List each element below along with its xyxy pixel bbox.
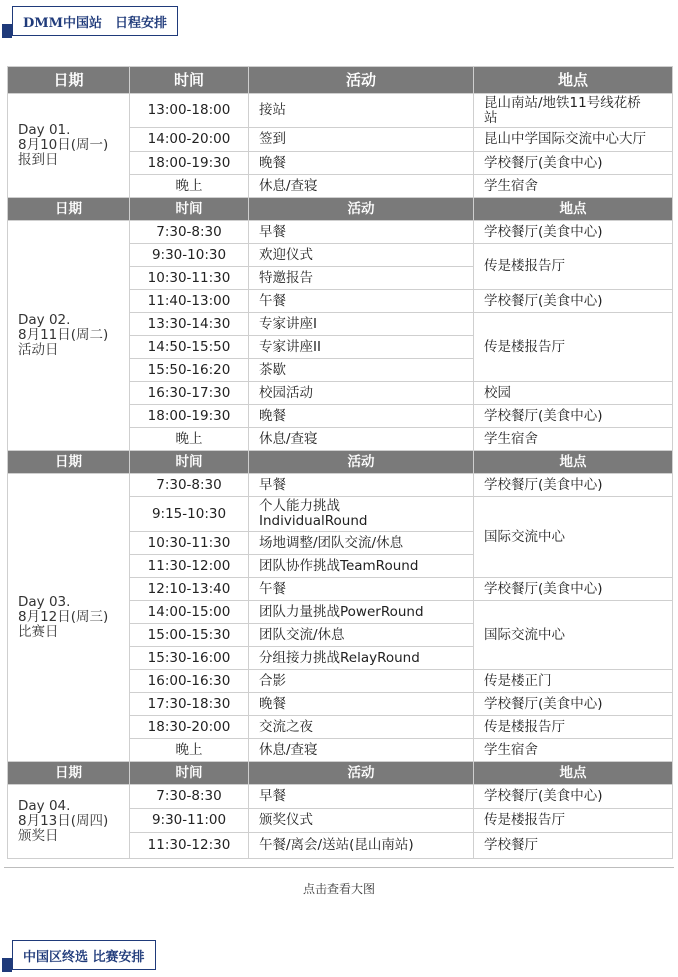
activity-cell: 休息/查寝 — [249, 428, 474, 451]
time-cell: 晚上 — [130, 428, 249, 451]
column-header: 活动 — [249, 451, 474, 474]
column-header: 地点 — [474, 67, 673, 94]
location-cell: 国际交流中心 — [474, 497, 673, 578]
activity-cell: 午餐 — [249, 290, 474, 313]
location-cell: 学生宿舍 — [474, 739, 673, 762]
time-cell: 17:30-18:30 — [130, 693, 249, 716]
location-cell: 学生宿舍 — [474, 175, 673, 198]
column-header: 日期 — [8, 67, 130, 94]
section-marker — [2, 24, 12, 38]
activity-cell: 早餐 — [249, 474, 474, 497]
column-header: 地点 — [474, 198, 673, 221]
column-header: 日期 — [8, 451, 130, 474]
section-marker — [2, 958, 12, 972]
activity-cell: 团队力量挑战PowerRound — [249, 601, 474, 624]
location-cell: 传是楼报告厅 — [474, 809, 673, 833]
activity-cell: 团队协作挑战TeamRound — [249, 555, 474, 578]
activity-cell: 分组接力挑战RelayRound — [249, 647, 474, 670]
activity-cell: 团队交流/休息 — [249, 624, 474, 647]
location-cell: 学校餐厅(美食中心) — [474, 405, 673, 428]
day-cell: Day 03. 8月12日(周三) 比赛日 — [8, 474, 130, 762]
time-cell: 10:30-11:30 — [130, 267, 249, 290]
time-cell: 15:50-16:20 — [130, 359, 249, 382]
activity-cell: 交流之夜 — [249, 716, 474, 739]
time-cell: 14:00-20:00 — [130, 128, 249, 152]
location-cell: 昆山南站/地铁11号线花桥站 — [474, 94, 673, 128]
time-cell: 15:00-15:30 — [130, 624, 249, 647]
day-cell: Day 04. 8月13日(周四) 颁奖日 — [8, 785, 130, 859]
activity-cell: 午餐 — [249, 578, 474, 601]
time-cell: 13:30-14:30 — [130, 313, 249, 336]
location-cell: 学校餐厅(美食中心) — [474, 578, 673, 601]
location-cell: 学校餐厅(美食中心) — [474, 152, 673, 175]
activity-cell: 场地调整/团队交流/休息 — [249, 532, 474, 555]
location-cell: 学校餐厅(美食中心) — [474, 785, 673, 809]
time-cell: 9:30-10:30 — [130, 244, 249, 267]
day-cell: Day 01. 8月10日(周一) 报到日 — [8, 94, 130, 198]
column-header: 地点 — [474, 762, 673, 785]
location-cell: 学校餐厅(美食中心) — [474, 221, 673, 244]
activity-cell: 颁奖仪式 — [249, 809, 474, 833]
activity-cell: 个人能力挑战 IndividualRound — [249, 497, 474, 532]
location-cell: 传是楼报告厅 — [474, 244, 673, 290]
table-row — [8, 94, 673, 128]
section-title-schedule: DMM中国站 日程安排 — [12, 6, 178, 36]
activity-cell: 休息/查寝 — [249, 739, 474, 762]
day-cell: Day 02. 8月11日(周二) 活动日 — [8, 221, 130, 451]
activity-cell: 晚餐 — [249, 693, 474, 716]
activity-cell: 早餐 — [249, 221, 474, 244]
column-header: 时间 — [130, 762, 249, 785]
activity-cell: 茶歇 — [249, 359, 474, 382]
time-cell: 7:30-8:30 — [130, 785, 249, 809]
location-cell: 昆山中学国际交流中心大厅 — [474, 128, 673, 152]
view-large-image-link[interactable]: 点击查看大图 — [302, 882, 375, 896]
column-header: 时间 — [130, 198, 249, 221]
activity-cell: 校园活动 — [249, 382, 474, 405]
column-header: 时间 — [130, 67, 249, 94]
activity-cell: 晚餐 — [249, 405, 474, 428]
column-header: 活动 — [249, 67, 474, 94]
time-cell: 11:40-13:00 — [130, 290, 249, 313]
time-cell: 9:30-11:00 — [130, 809, 249, 833]
table-header-row — [8, 451, 673, 474]
time-cell: 13:00-18:00 — [130, 94, 249, 128]
location-cell: 传是楼正门 — [474, 670, 673, 693]
location-cell: 校园 — [474, 382, 673, 405]
time-cell: 14:50-15:50 — [130, 336, 249, 359]
time-cell: 晚上 — [130, 739, 249, 762]
column-header: 日期 — [8, 198, 130, 221]
time-cell: 7:30-8:30 — [130, 474, 249, 497]
activity-cell: 专家讲座I — [249, 313, 474, 336]
table-header-row — [8, 67, 673, 94]
location-cell: 学校餐厅(美食中心) — [474, 693, 673, 716]
location-cell: 学校餐厅(美食中心) — [474, 474, 673, 497]
activity-cell: 接站 — [249, 94, 474, 128]
time-cell: 12:10-13:40 — [130, 578, 249, 601]
table-header-row — [8, 198, 673, 221]
time-cell: 11:30-12:30 — [130, 833, 249, 859]
column-header: 活动 — [249, 198, 474, 221]
time-cell: 18:30-20:00 — [130, 716, 249, 739]
activity-cell: 早餐 — [249, 785, 474, 809]
activity-cell: 专家讲座II — [249, 336, 474, 359]
time-cell: 16:30-17:30 — [130, 382, 249, 405]
activity-cell: 午餐/离会/送站(昆山南站) — [249, 833, 474, 859]
location-cell: 国际交流中心 — [474, 601, 673, 670]
column-header: 地点 — [474, 451, 673, 474]
table-row — [8, 474, 673, 497]
activity-cell: 欢迎仪式 — [249, 244, 474, 267]
time-cell: 晚上 — [130, 175, 249, 198]
schedule-table — [7, 66, 673, 859]
activity-cell: 特邀报告 — [249, 267, 474, 290]
time-cell: 18:00-19:30 — [130, 152, 249, 175]
time-cell: 14:00-15:00 — [130, 601, 249, 624]
section-title-competition: 中国区终选 比赛安排 — [12, 940, 156, 970]
location-cell: 传是楼报告厅 — [474, 313, 673, 382]
activity-cell: 晚餐 — [249, 152, 474, 175]
column-header: 活动 — [249, 762, 474, 785]
column-header: 日期 — [8, 762, 130, 785]
activity-cell: 休息/查寝 — [249, 175, 474, 198]
table-header-row — [8, 762, 673, 785]
time-cell: 9:15-10:30 — [130, 497, 249, 532]
time-cell: 10:30-11:30 — [130, 532, 249, 555]
time-cell: 18:00-19:30 — [130, 405, 249, 428]
time-cell: 15:30-16:00 — [130, 647, 249, 670]
time-cell: 16:00-16:30 — [130, 670, 249, 693]
divider — [4, 867, 674, 868]
location-cell: 传是楼报告厅 — [474, 716, 673, 739]
activity-cell: 合影 — [249, 670, 474, 693]
activity-cell: 签到 — [249, 128, 474, 152]
time-cell: 7:30-8:30 — [130, 221, 249, 244]
location-cell: 学生宿舍 — [474, 428, 673, 451]
column-header: 时间 — [130, 451, 249, 474]
location-cell: 学校餐厅(美食中心) — [474, 290, 673, 313]
table-row — [8, 785, 673, 809]
time-cell: 11:30-12:00 — [130, 555, 249, 578]
table-row — [8, 221, 673, 244]
location-cell: 学校餐厅 — [474, 833, 673, 859]
